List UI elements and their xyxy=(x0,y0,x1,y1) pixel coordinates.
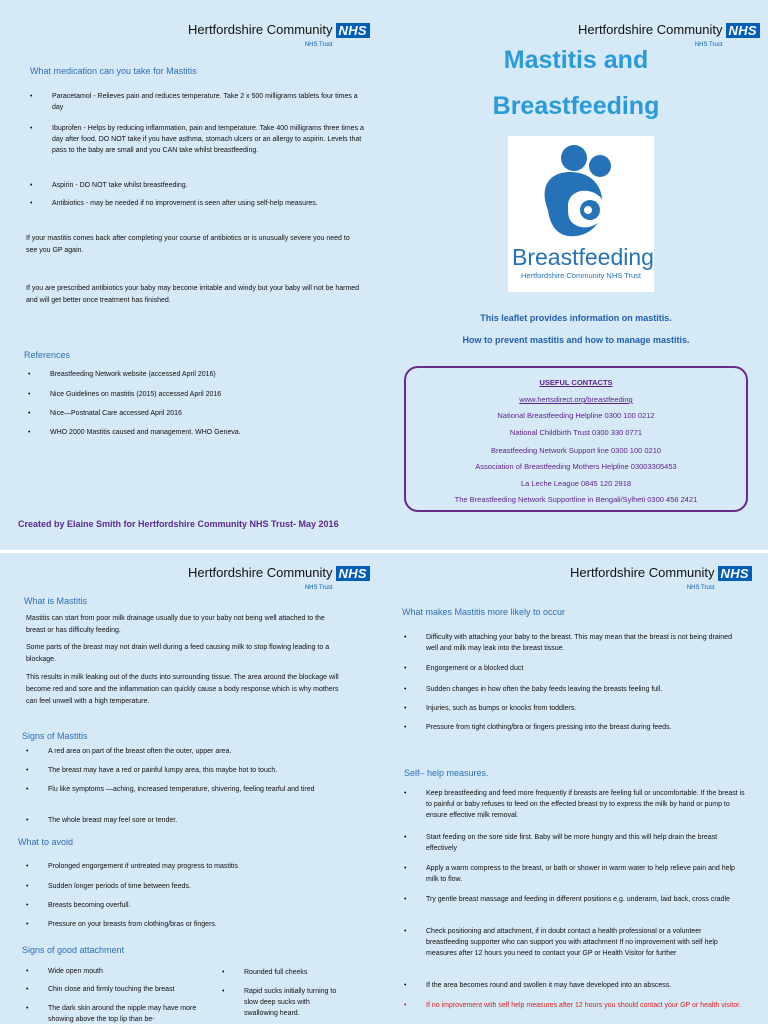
list-item: • Ibuprofen - Helps by reducing inflammation, pain and temperature. Take 400 milligrams three times a day after food. DO NOT take if you have asthma, stomach ulcers or an allergy to aspirin. Levels that pass to the baby are small and you CAN take whilst breastfeeding. xyxy=(30,125,364,154)
panel-medication xyxy=(0,0,384,552)
list-item: • The dark skin around the nipple may have more showing above the top lip than be- xyxy=(26,1005,197,1023)
contact-line: National Childbirth Trust 0300 330 0771 xyxy=(509,428,643,437)
logo-org-name: Hertfordshire Community xyxy=(578,22,723,37)
logo-subtitle: Hertfordshire Community NHS Trust xyxy=(520,271,642,280)
list-item: • Sudden changes in how often the baby feeds leaving the breasts feeling full. xyxy=(404,686,663,693)
intro-line-2: How to prevent mastitis and how to manage mastitis. xyxy=(462,335,690,345)
signs-heading: Signs of Mastitis xyxy=(22,731,88,741)
selfhelp-heading: Self– help measures. xyxy=(404,768,489,778)
useful-contacts-box xyxy=(404,366,748,512)
list-item: • Chin close and firmly touching the breast xyxy=(26,986,175,993)
list-item: • Prolonged engorgement if untreated may progress to mastitis xyxy=(26,863,238,870)
nhs-logo xyxy=(570,566,752,595)
list-item: • Keep breastfeeding and feed more frequently if breasts are feeling full or uncomfortable. If the breast is to painful or baby refuses to feed on the effected breast try to express the milk by hand or pump to ensure effective milk removal. xyxy=(404,790,745,819)
contact-line: Association of Breastfeeding Mothers Helpline 03003305453 xyxy=(475,462,677,471)
antibiotics-baby-note: If you are prescribed antibiotics your baby may become irritable and windy but your baby will not be harmed and will get better once treatment has finished. xyxy=(26,285,360,304)
contact-line: National Breastfeeding Helpline 0300 100 0212 xyxy=(497,411,655,420)
panel-what-is-mastitis xyxy=(0,552,384,1024)
likely-heading: What makes Mastitis more likely to occur xyxy=(402,607,566,617)
list-item: • Antibiotics - may be needed if no improvement is seen after using self-help measures. xyxy=(30,200,318,207)
nhs-badge: NHS xyxy=(718,566,752,581)
list-item: • Rapid sucks initially turning to slow deep sucks with swallowing heard. xyxy=(222,988,337,1017)
nhs-badge: NHS xyxy=(726,23,760,38)
list-item: • Injuries, such as bumps or knocks from toddlers. xyxy=(404,705,577,712)
list-item: • Start feeding on the sore side first. Baby will be more hungry and this will help drain the breast effectively xyxy=(404,834,718,852)
nhs-logo xyxy=(188,23,370,52)
what-is-para-2: Some parts of the breast may not drain well during a feed causing milk to stop flowing leading to a blockage. xyxy=(26,644,330,663)
page-title-line2: Breastfeeding xyxy=(492,92,660,120)
logo-trust-label: NHS Trust xyxy=(694,42,723,48)
mother-baby-icon xyxy=(508,136,654,246)
panel-cover xyxy=(384,0,768,552)
what-is-heading: What is Mastitis xyxy=(24,596,88,606)
list-item: • Check positioning and attachment, if in doubt contact a health professional or a volunteer breastfeeding supporter who can support you with attachment If no improvement with self help measures after 12 hours you need to contact your GP or Health Visitor for further xyxy=(404,928,718,957)
list-item: • Flu like symptoms —aching, increased temperature, shivering, feeling tearful and tired xyxy=(26,786,315,793)
list-item: • Rounded full cheeks xyxy=(222,969,308,976)
logo-org-name: Hertfordshire Community xyxy=(570,565,715,580)
list-item: • Breasts becoming overfull. xyxy=(26,902,131,909)
list-item: • Wide open mouth xyxy=(26,968,103,975)
list-item: • Apply a warm compress to the breast, or bath or shower in warm water to help relieve pain and help milk to flow. xyxy=(404,865,735,883)
attachment-heading: Signs of good attachment xyxy=(22,945,125,955)
list-item: • Try gentle breast massage and feeding in different positions e.g. underarm, laid back, cross cradle xyxy=(404,896,730,903)
contacts-link[interactable]: www.hertsdirect.org/breastfeeding xyxy=(519,395,633,404)
avoid-heading: What to avoid xyxy=(18,837,74,847)
list-item: • Engorgement or a blocked duct xyxy=(404,665,524,672)
list-item-alert: • If no improvement with self help measures after 12 hours you should contact your GP or health visitor. xyxy=(404,1002,742,1009)
list-item: • Sudden longer periods of time between feeds. xyxy=(26,883,191,890)
nhs-logo xyxy=(188,566,370,595)
logo-trust-label: NHS Trust xyxy=(304,585,333,591)
list-item: • Pressure from tight clothing/bra or fingers pressing into the breast during feeds. xyxy=(404,724,672,731)
medication-heading: What medication can you take for Mastitis xyxy=(30,66,197,76)
author-credit: Created by Elaine Smith for Hertfordshire Community NHS Trust- May 2016 xyxy=(18,519,339,529)
breastfeeding-logo xyxy=(508,136,654,292)
list-item: • Difficulty with attaching your baby to the breast. This may mean that the breast is not being drained well and milk may leak into the breast tissue. xyxy=(404,634,732,652)
page-title-line1: Mastitis and xyxy=(503,46,649,74)
references-heading: References xyxy=(24,350,71,360)
logo-org-name: Hertfordshire Community xyxy=(188,22,333,37)
panel-causes-self-help xyxy=(384,552,768,1024)
list-item: • Breastfeeding Network website (accessed April 2016) xyxy=(28,371,216,378)
list-item: • A red area on part of the breast often the outer, upper area. xyxy=(26,748,232,755)
nhs-badge: NHS xyxy=(336,23,370,38)
list-item: • If the area becomes round and swollen it may have developed into an abscess. xyxy=(404,982,672,989)
contact-line: Breastfeeding Network Support line 0300 100 0210 xyxy=(490,446,662,455)
list-item: • The breast may have a red or painful lumpy area, this maybe hot to touch. xyxy=(26,767,278,774)
list-item: • Nice—Postnatal Care accessed April 2016 xyxy=(28,410,182,417)
logo-trust-label: NHS Trust xyxy=(304,42,333,48)
logo-org-name: Hertfordshire Community xyxy=(188,565,333,580)
antibiotics-return-note: If your mastitis comes back after completing your course of antibiotics or is unusually severe you need to see you GP again. xyxy=(26,235,350,254)
nhs-badge: NHS xyxy=(336,566,370,581)
what-is-para-1: Mastitis can start from poor milk drainage usually due to your baby not being well attached to the breast or has difficulty feeding. xyxy=(26,615,325,634)
logo-wordmark: Breastfeeding xyxy=(512,244,654,270)
list-item: • Pressure on your breasts from clothing/bras or fingers. xyxy=(26,921,217,928)
list-item: • Aspirin - DO NOT take whilst breastfeeding. xyxy=(30,182,188,189)
list-item: • The whole breast may feel sore or tender. xyxy=(26,817,178,824)
list-item: • Paracetamol - Relieves pain and reduces temperature. Take 2 x 500 milligrams tablets four times a day xyxy=(30,93,358,111)
list-item: • WHO 2000 Mastitis caused and management. WHO Geneva. xyxy=(28,429,241,436)
list-item: • Nice Guidelines on mastitis (2015) accessed April 2016 xyxy=(28,391,222,398)
what-is-para-3: This results in milk leaking out of the ducts into surrounding tissue. The area around the blockage will become red and sore and the inflammation can quickly cause a body response which is why mothers can feel unwell with a high temperature. xyxy=(26,674,339,705)
contact-line: La Leche League 0845 120 2918 xyxy=(520,479,632,488)
contact-line: The Breastfeeding Network Supportline in Bengali/Sylheti 0300 456 2421 xyxy=(454,495,698,504)
logo-trust-label: NHS Trust xyxy=(686,585,715,591)
contacts-title: USEFUL CONTACTS xyxy=(539,378,613,387)
intro-line-1: This leaflet provides information on mastitis. xyxy=(480,313,672,323)
